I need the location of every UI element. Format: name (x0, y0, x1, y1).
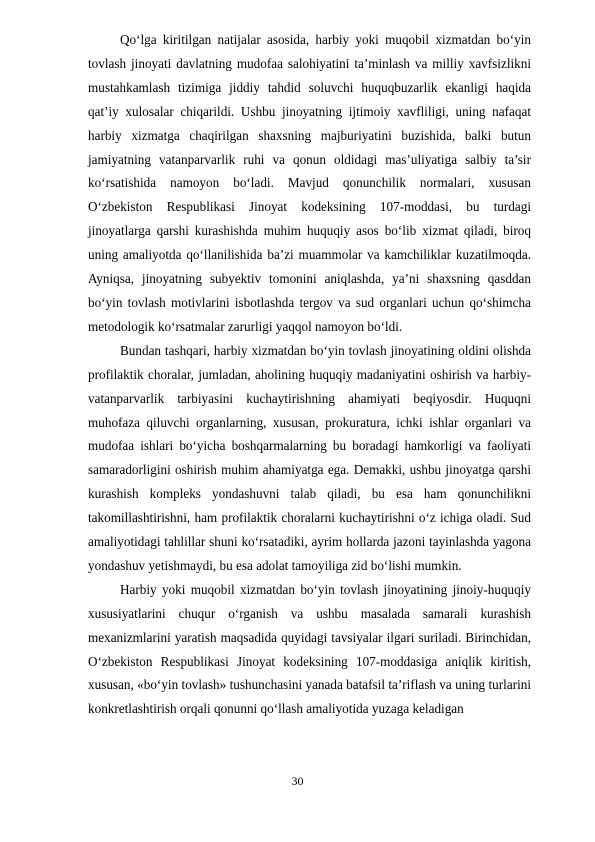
paragraph-2: Bundan tashqari, harbiy xizmatdan bo‘yin tovlash jinoyatining oldini olishda profilaktik choralar, jumladan, aholining huquqiy madaniyatini oshirish va harbiy-vatanparvarlik tarbiyasini kuchaytirishning ahamiyati beqiyosdir. Huquqni muhofaza qiluvchi organlarning, xususan, prokuratura, ichki ishlar organlari va mudofaa ishlari bo‘yicha boshqarmalarning bu boradagi hamkorligi va faoliyati samaradorligini oshirish muhim ahamiyatga ega. Demakki, ushbu jinoyatga qarshi kurashish kompleks yondashuvni talab qiladi, bu esa ham qonunchilikni takomillashtirishni, ham profilaktik choralarni kuchaytirishni o‘z ichiga oladi. Sud amaliyotidagi tahlillar shuni ko‘rsatadiki, ayrim hollarda jazoni tayinlashda yagona yondashuv yetishmaydi, bu esa adolat tamoyiliga zid bo‘lishi mumkin. (88, 342, 531, 573)
page-number: 30 (291, 774, 304, 788)
paragraph-1: Qo‘lga kiritilgan natijalar asosida, harbiy yoki muqobil xizmatdan bo‘yin tovlash jinoyati davlatning mudofaa salohiyatini ta’minlash va milliy xavfsizlikni mustahkamlash tizimiga jiddiy tahdid soluvchi huquqbuzarlik ekanligi haqida qat’iy xulosalar chiqarildi. Ushbu jinoyatning ijtimoiy xavfliligi, uning nafaqat harbiy xizmatga chaqirilgan shaxsning majburiyatini buzishida, balki butun jamiyatning vatanparvarlik ruhi va qonun oldidagi mas’uliyatiga salbiy ta’sir ko‘rsatishida namoyon bo‘ladi. Mavjud qonunchilik normalari, xususan O‘zbekiston Respublikasi Jinoyat kodeksining 107-moddasi, bu turdagi jinoyatlarga qarshi kurashishda muhim huquqiy asos bo‘lib xizmat qiladi, biroq uning amaliyotda qo‘llanilishida ba’zi muammolar va kamchiliklar kuzatilmoqda. Ayniqsa, jinoyatning subyektiv tomonini aniqlashda, ya’ni shaxsning qasddan bo‘yin tovlash motivlarini isbotlashda tergov va sud organlari uchun qo‘shimcha metodologik ko‘rsatmalar zarurligi yaqqol namoyon bo‘ldi. (88, 32, 531, 334)
body-text (88, 28, 531, 721)
paragraph-3: Harbiy yoki muqobil xizmatdan bo‘yin tovlash jinoyatining jinoiy-huquqiy xususiyatlarini chuqur o‘rganish va ushbu masalada samarali kurashish mexanizmlarini yaratish maqsadida quyidagi tavsiyalar ilgari suriladi. Birinchidan, O‘zbekiston Respublikasi Jinoyat kodeksining 107-moddasiga aniqlik kiritish, xususan, «bo‘yin tovlash» tushunchasini yanada batafsil ta’riflash va uning turlarini konkretlashtirish orqali qonunni qo‘llash amaliyotida yuzaga keladigan (88, 581, 531, 717)
